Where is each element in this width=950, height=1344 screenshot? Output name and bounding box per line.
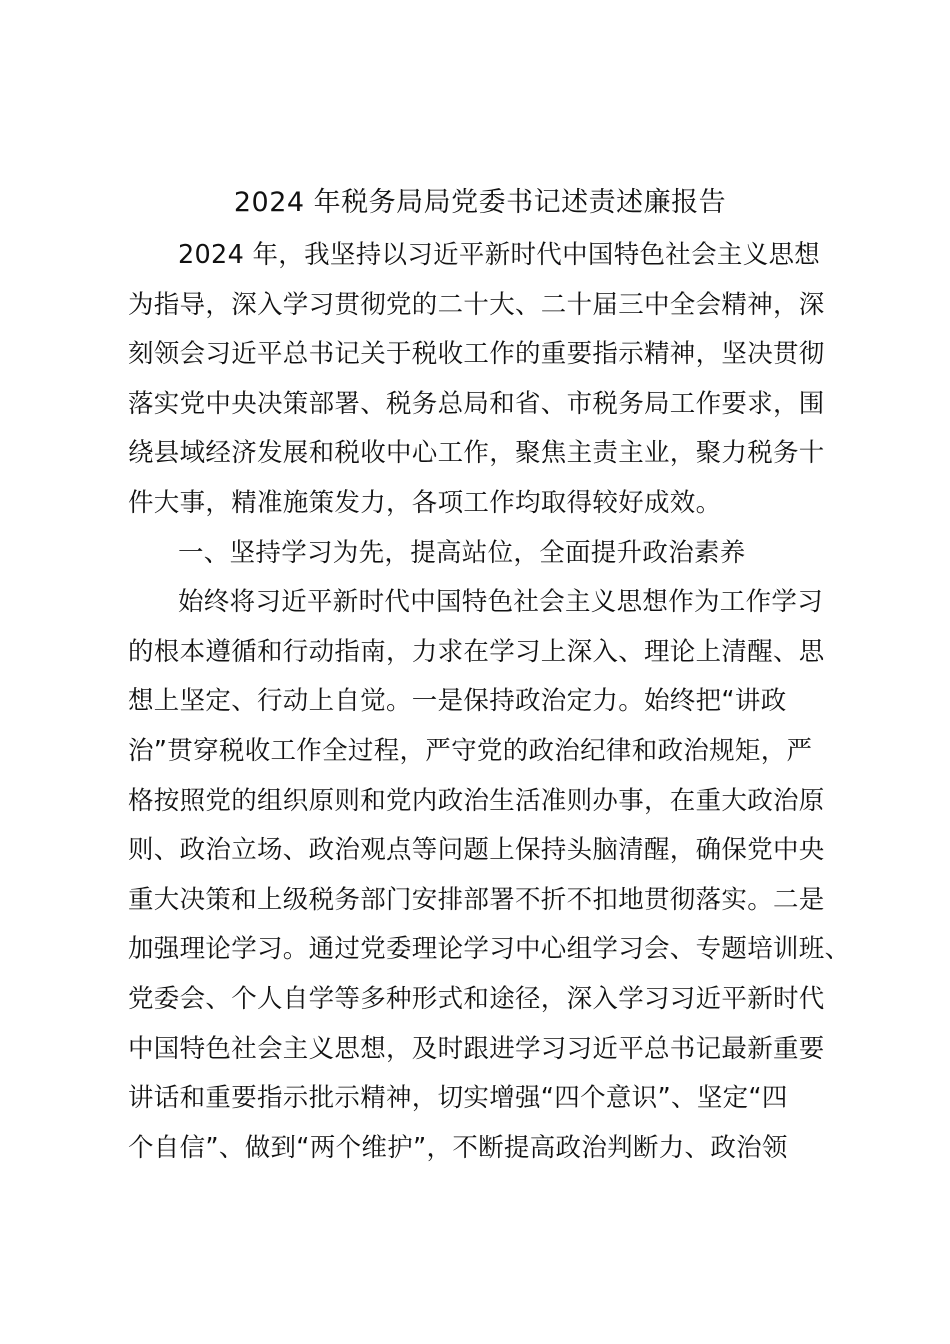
section-heading: 一、坚持学习为先，提高站位，全面提升政治素养 (178, 537, 746, 568)
paragraph-line: 重大决策和上级税务部门安排部署不折不扣地贯彻落实。二是 (128, 884, 825, 915)
paragraph-line: 治”贯穿税收工作全过程，严守党的政治纪律和政治规矩，严 (128, 735, 813, 766)
paragraph-line: 加强理论学习。通过党委理论学习中心组学习会、专题培训班、 (128, 934, 851, 965)
paragraph-line: 个自信”、做到“两个维护”，不断提高政治判断力、政治领 (128, 1132, 788, 1163)
paragraph-line: 绕县域经济发展和税收中心工作，聚焦主责主业，聚力税务十 (128, 438, 825, 469)
paragraph-line: 的根本遵循和行动指南，力求在学习上深入、理论上清醒、思 (128, 636, 825, 667)
paragraph-line: 刻领会习近平总书记关于税收工作的重要指示精神，坚决贯彻 (128, 339, 825, 370)
paragraph-line: 件大事，精准施策发力，各项工作均取得较好成效。 (128, 487, 722, 518)
document-body (128, 231, 851, 1173)
paragraph-line: 想上坚定、行动上自觉。一是保持政治定力。始终把“讲政 (128, 686, 787, 717)
paragraph-line: 2024 年，我坚持以习近平新时代中国特色社会主义思想 (178, 240, 821, 270)
paragraph-line: 落实党中央决策部署、税务总局和省、市税务局工作要求，围 (128, 388, 825, 419)
document-title: 2024 年税务局局党委书记述责述廉报告 (233, 187, 727, 218)
paragraph-line: 格按照党的组织原则和党内政治生活准则办事，在重大政治原 (128, 785, 825, 816)
paragraph-line: 中国特色社会主义思想，及时跟进学习习近平总书记最新重要 (128, 1033, 825, 1064)
paragraph-line: 为指导，深入学习贯彻党的二十大、二十届三中全会精神，深 (128, 289, 825, 320)
paragraph-line: 讲话和重要指示批示精神，切实增强“四个意识”、坚定“四 (128, 1083, 788, 1114)
paragraph-line: 则、政治立场、政治观点等问题上保持头脑清醒，确保党中央 (128, 835, 825, 866)
paragraph-line: 始终将习近平新时代中国特色社会主义思想作为工作学习 (178, 587, 824, 618)
paragraph-line: 党委会、个人自学等多种形式和途径，深入学习习近平新时代 (128, 983, 825, 1014)
